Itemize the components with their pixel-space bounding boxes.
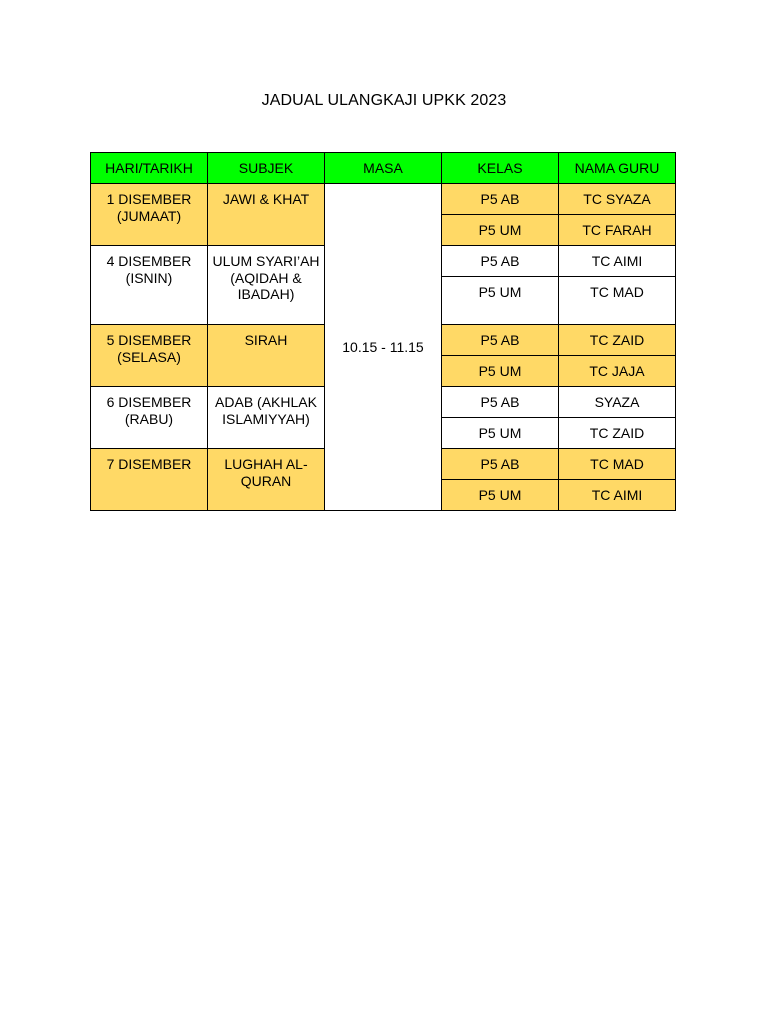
subjek-cell: LUGHAH AL-QURAN [208,449,325,511]
revision-schedule-table [90,152,676,511]
guru-cell: TC FARAH [559,215,676,246]
guru-cell: TC MAD [559,449,676,480]
kelas-cell: P5 AB [442,184,559,215]
guru-cell: TC AIMI [559,480,676,511]
hari-cell: 1 DISEMBER (JUMAAT) [91,184,208,246]
subjek-cell: JAWI & KHAT [208,184,325,246]
kelas-cell: P5 UM [442,418,559,449]
kelas-cell: P5 UM [442,356,559,387]
header-row [91,153,676,184]
guru-cell: TC SYAZA [559,184,676,215]
guru-cell: TC JAJA [559,356,676,387]
kelas-cell: P5 UM [442,480,559,511]
kelas-cell: P5 AB [442,449,559,480]
hari-cell: 5 DISEMBER (SELASA) [91,325,208,387]
header-hari-tarikh: HARI/TARIKH [91,153,208,184]
header-nama-guru: NAMA GURU [559,153,676,184]
kelas-cell: P5 UM [442,277,559,325]
subjek-cell: SIRAH [208,325,325,387]
guru-cell: TC ZAID [559,418,676,449]
guru-cell: TC MAD [559,277,676,325]
subjek-cell: ADAB (AKHLAK ISLAMIYYAH) [208,387,325,449]
header-masa: MASA [325,153,442,184]
kelas-cell: P5 UM [442,215,559,246]
hari-cell: 7 DISEMBER [91,449,208,511]
header-kelas: KELAS [442,153,559,184]
guru-cell: TC AIMI [559,246,676,277]
kelas-cell: P5 AB [442,325,559,356]
hari-cell: 6 DISEMBER (RABU) [91,387,208,449]
masa-cell: 10.15 - 11.15 [325,184,442,511]
guru-cell: TC ZAID [559,325,676,356]
subjek-cell: ULUM SYARI’AH (AQIDAH & IBADAH) [208,246,325,325]
guru-cell: SYAZA [559,387,676,418]
table-row [91,184,676,215]
kelas-cell: P5 AB [442,246,559,277]
hari-cell: 4 DISEMBER (ISNIN) [91,246,208,325]
document-title: JADUAL ULANGKAJI UPKK 2023 [261,92,507,109]
kelas-cell: P5 AB [442,387,559,418]
header-subjek: SUBJEK [208,153,325,184]
